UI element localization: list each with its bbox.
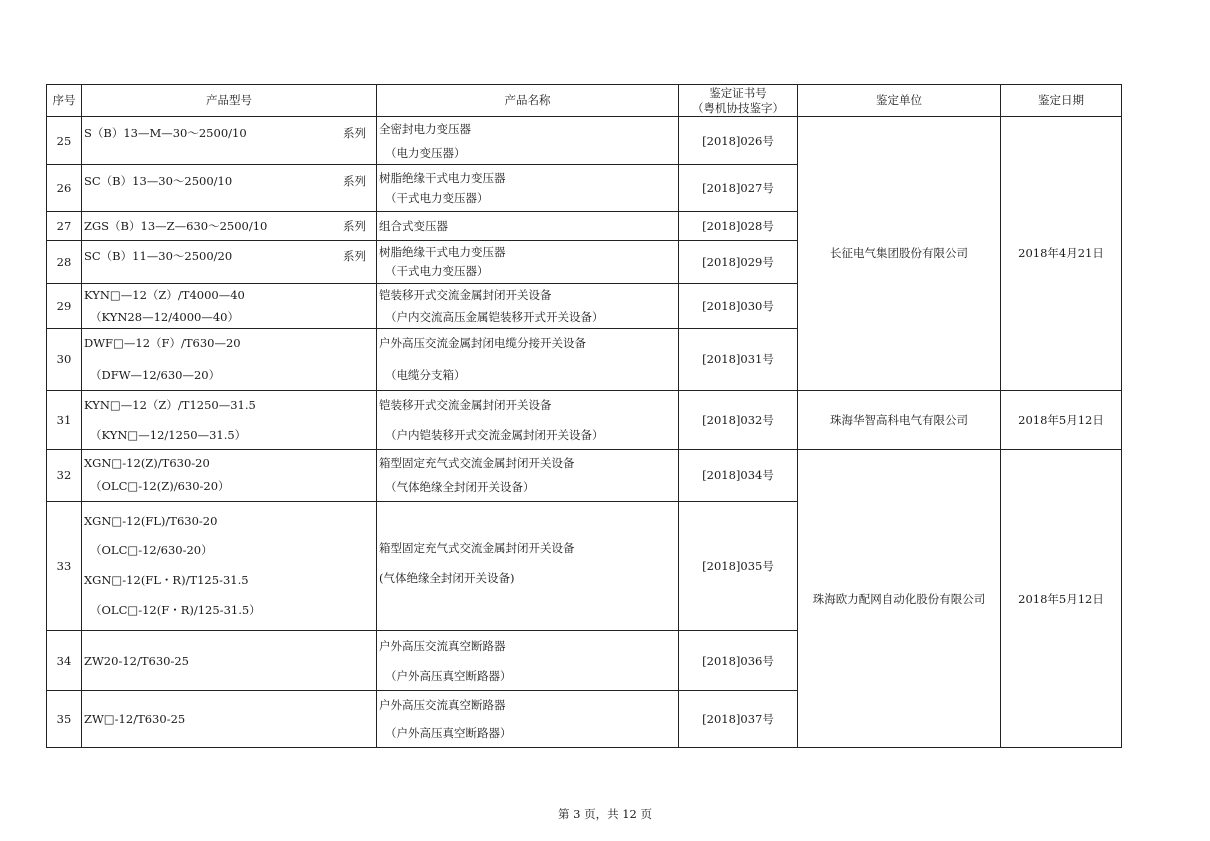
- certificate-number: [2018]028号: [679, 211, 798, 240]
- certificate-number: [2018]029号: [679, 241, 798, 283]
- model-alias: （KYN28—12/4000—40）: [90, 309, 239, 324]
- product-name: [377, 165, 679, 211]
- product-name: [377, 328, 679, 390]
- model-text: SC（B）13—30～2500/10: [84, 174, 233, 189]
- name-secondary: （气体绝缘全封闭开关设备）: [385, 480, 535, 495]
- header-name: 产品名称: [377, 85, 679, 117]
- model-text: S（B）13—M—30～2500/10: [84, 125, 247, 140]
- row-number: 31: [47, 390, 82, 450]
- name-primary: 户外高压交流真空断路器: [379, 698, 506, 713]
- model-text: ZW□-12/T630-25: [84, 712, 186, 727]
- model-text-2: XGN□-12(FL・R)/T125-31.5: [84, 572, 249, 587]
- name-secondary: （电力变压器）: [385, 145, 466, 160]
- name-secondary: （户外高压真空断路器）: [385, 668, 512, 683]
- row-number: 28: [47, 241, 82, 283]
- appraisal-date: 2018年5月12日: [1001, 450, 1122, 748]
- series-label: 系列: [343, 219, 366, 234]
- product-model: [82, 691, 377, 748]
- name-secondary: （户内铠装移开式交流金属封闭开关设备）: [385, 427, 604, 442]
- model-alias: （DFW—12/630—20）: [90, 368, 221, 383]
- row-number: 32: [47, 450, 82, 501]
- certificate-number: [2018]032号: [679, 390, 798, 450]
- certificate-number: [2018]027号: [679, 165, 798, 211]
- name-secondary: （干式电力变压器）: [385, 264, 489, 279]
- name-primary: 户外高压交流金属封闭电缆分接开关设备: [379, 336, 586, 351]
- model-alias: （KYN□—12/1250—31.5）: [90, 427, 247, 442]
- table-row: [47, 117, 1122, 165]
- product-model: [82, 241, 377, 283]
- certificate-number: [2018]034号: [679, 450, 798, 501]
- appraisal-unit: 珠海华智高科电气有限公司: [798, 390, 1001, 450]
- certificate-number: [2018]037号: [679, 691, 798, 748]
- product-name: [377, 117, 679, 165]
- product-model: [82, 630, 377, 691]
- product-model: [82, 211, 377, 240]
- row-number: 29: [47, 283, 82, 328]
- name-secondary: （干式电力变压器）: [385, 191, 489, 206]
- series-label: 系列: [343, 174, 366, 189]
- model-text: KYN□—12（Z）/T1250—31.5: [84, 397, 256, 412]
- model-alias-2: （OLC□-12(F・R)/125-31.5）: [90, 602, 261, 617]
- product-name: [377, 501, 679, 630]
- table-row: [47, 390, 1122, 450]
- product-model: [82, 328, 377, 390]
- model-text: KYN□—12（Z）/T4000—40: [84, 287, 245, 302]
- row-number: 27: [47, 211, 82, 240]
- header-model: 产品型号: [82, 85, 377, 117]
- row-number: 26: [47, 165, 82, 211]
- name-secondary: （电缆分支箱）: [385, 368, 466, 383]
- model-alias: （OLC□-12(Z)/630-20）: [90, 479, 230, 494]
- name-primary: 箱型固定充气式交流金属封闭开关设备: [379, 540, 575, 555]
- name-primary: 户外高压交流真空断路器: [379, 638, 506, 653]
- certificate-number: [2018]035号: [679, 501, 798, 630]
- header-cert-title: 鉴定证书号: [709, 85, 767, 100]
- product-name: [377, 211, 679, 240]
- product-name: [377, 283, 679, 328]
- table-row: [47, 450, 1122, 501]
- page-footer: 第 3 页，共 12 页: [557, 807, 653, 821]
- model-text: DWF□—12（F）/T630—20: [84, 336, 241, 351]
- product-model: [82, 390, 377, 450]
- certificate-number: [2018]031号: [679, 328, 798, 390]
- name-primary: 树脂绝缘干式电力变压器: [379, 245, 506, 260]
- certificate-number: [2018]030号: [679, 283, 798, 328]
- row-number: 33: [47, 501, 82, 630]
- appraisal-unit: 珠海欧力配网自动化股份有限公司: [798, 450, 1001, 748]
- header-date: 鉴定日期: [1001, 85, 1122, 117]
- model-text: XGN□-12(FL)/T630-20: [84, 513, 218, 528]
- product-model: [82, 165, 377, 211]
- name-primary: 箱型固定充气式交流金属封闭开关设备: [379, 456, 575, 471]
- name-primary: 全密封电力变压器: [379, 121, 471, 136]
- model-text: SC（B）11—30～2500/20: [84, 248, 233, 263]
- name-primary: 铠装移开式交流金属封闭开关设备: [379, 287, 552, 302]
- product-model: [82, 450, 377, 501]
- product-name: [377, 630, 679, 691]
- row-number: 25: [47, 117, 82, 165]
- model-text: ZW20-12/T630-25: [84, 653, 189, 668]
- name-secondary: (气体绝缘全封闭开关设备): [379, 570, 515, 585]
- product-model: [82, 283, 377, 328]
- product-model: [82, 501, 377, 630]
- header-unit: 鉴定单位: [798, 85, 1001, 117]
- appraisal-unit: 长征电气集团股份有限公司: [798, 117, 1001, 391]
- model-alias: （OLC□-12/630-20）: [90, 542, 213, 557]
- product-name: [377, 241, 679, 283]
- product-name: [377, 691, 679, 748]
- appraisal-date: 2018年5月12日: [1001, 390, 1122, 450]
- appraisal-date: 2018年4月21日: [1001, 117, 1122, 391]
- certification-table: [46, 84, 1122, 748]
- row-number: 30: [47, 328, 82, 390]
- name-secondary: （户内交流高压金属铠装移开式开关设备）: [385, 309, 604, 324]
- series-label: 系列: [343, 125, 366, 140]
- name-primary: 组合式变压器: [379, 219, 448, 234]
- model-text: ZGS（B）13—Z—630～2500/10: [84, 219, 268, 234]
- name-secondary: （户外高压真空断路器）: [385, 726, 512, 741]
- certificate-number: [2018]026号: [679, 117, 798, 165]
- header-no: 序号: [47, 85, 82, 117]
- row-number: 34: [47, 630, 82, 691]
- name-primary: 树脂绝缘干式电力变压器: [379, 171, 506, 186]
- model-text: XGN□-12(Z)/T630-20: [84, 456, 210, 471]
- header-cert-sub: （粤机协技鉴字）: [692, 100, 784, 115]
- header-row: [47, 85, 1122, 117]
- product-name: [377, 390, 679, 450]
- product-model: [82, 117, 377, 165]
- certificate-number: [2018]036号: [679, 630, 798, 691]
- name-primary: 铠装移开式交流金属封闭开关设备: [379, 397, 552, 412]
- header-cert: [679, 85, 798, 117]
- series-label: 系列: [343, 248, 366, 263]
- product-name: [377, 450, 679, 501]
- row-number: 35: [47, 691, 82, 748]
